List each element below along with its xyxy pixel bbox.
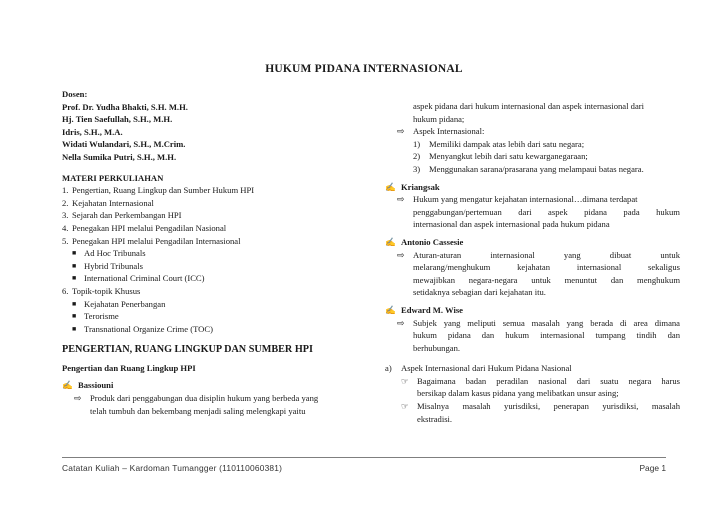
definition-continuation: berhubungan.: [413, 342, 461, 353]
definition-item: ⇨ Subjek yang meliputi semua masalah yang berada di area dimana: [397, 317, 680, 328]
list-item: 3. Sejarah dan Perkembangan HPI: [62, 210, 182, 221]
sub-list-item: ■ Hybrid Tribunals: [72, 260, 143, 271]
sub-list-continuation: bersikap dalam kasus pidana yang melibatkan unsur asing;: [417, 388, 619, 399]
square-bullet-icon: ■: [72, 249, 77, 258]
author-heading: ✍ Antonio Cassesie: [385, 236, 464, 247]
pen-icon: ✍: [385, 236, 396, 247]
definition-continuation: mewajibkan negara-negara untuk menuntut dan menghukum: [413, 274, 680, 285]
list-item: 2. Kejahatan Internasional: [62, 197, 154, 208]
definition-continuation: internasional dan aspek internasional pada hukum pidana: [413, 219, 610, 230]
sub-list-item: ☞ Bagaimana badan peradilan nasional dari suatu negara harus: [401, 375, 680, 386]
lecturer-name: Idris, S.H., M.A.: [62, 126, 123, 137]
sub-list-item: ☞ Misalnya masalah yurisdiksi, penerapan yurisdiksi, masalah: [401, 401, 680, 412]
footer-caption: Catatan Kuliah – Kardoman Tumangger (110110060381): [62, 463, 283, 473]
square-bullet-icon: ■: [72, 324, 77, 333]
right-column: [385, 100, 680, 425]
pen-icon: ✍: [62, 380, 73, 391]
lecturer-name: Prof. Dr. Yudha Bhakti, S.H. M.H.: [62, 101, 188, 112]
left-column: [62, 88, 362, 417]
definition-continuation: hukum pidana dan hukum internasional tumpang tindih dan: [413, 330, 680, 341]
arrow-icon: ⇨: [397, 249, 405, 260]
author-heading: ✍ Bassiouni: [62, 380, 114, 391]
definition-item: ⇨ Produk dari penggabungan dua disiplin hukum yang berbeda yang: [74, 393, 319, 404]
sub-list-item: ■ International Criminal Court (ICC): [72, 273, 205, 284]
arrow-icon: ⇨: [397, 194, 405, 205]
definition-continuation: melarang/menghukum kejahatan internasional sekaligus: [413, 262, 680, 273]
footer-divider: [62, 457, 666, 458]
page-number: Page 1: [639, 463, 666, 473]
lecturer-name: Widati Wulandari, S.H., M.Crim.: [62, 139, 186, 150]
definition-continuation: setidaknya sebagian dari kejahatan itu.: [413, 287, 546, 298]
square-bullet-icon: ■: [72, 312, 77, 321]
sub-list-item: ■ Ad Hoc Tribunals: [72, 248, 146, 259]
sub-list-item: ■ Terorisme: [72, 311, 119, 322]
pen-icon: ✍: [385, 181, 396, 192]
document-title: HUKUM PIDANA INTERNASIONAL: [265, 63, 463, 75]
list-item: 4. Penegakan HPI melalui Pengadilan Nasional: [62, 222, 227, 233]
definition-item: ⇨ Hukum yang mengatur kejahatan internasional…dimana terdapat: [397, 194, 638, 205]
lecturer-name: Hj. Tien Saefullah, S.H., M.H.: [62, 114, 173, 125]
arrow-icon: ⇨: [397, 126, 405, 137]
definition-continuation: telah tumbuh dan bekembang menjadi saling melengkapi yaitu: [90, 405, 306, 416]
list-item: a) Aspek Internasional dari Hukum Pidana Nasional: [385, 363, 572, 374]
sub-list-item: ■ Kejahatan Penerbangan: [72, 298, 166, 309]
author-heading: ✍ Edward M. Wise: [385, 304, 463, 315]
author-heading: ✍ Kriangsak: [385, 181, 440, 192]
lecturer-name: Nella Sumika Putri, S.H., M.H.: [62, 151, 177, 162]
definition-continuation: aspek pidana dari hukum internasional dan aspek internasional dari: [413, 101, 645, 111]
sub-list-item: ■ Transnational Organize Crime (TOC): [72, 323, 213, 334]
list-item: 5. Penegakan HPI melalui Pengadilan Internasional: [62, 235, 241, 246]
arrow-icon: ⇨: [397, 317, 405, 328]
materi-heading: MATERI PERKULIAHAN: [62, 172, 164, 183]
list-item: 3) Menggunakan sarana/prasarana yang melampaui batas negara.: [413, 163, 644, 174]
pen-icon: ✍: [385, 304, 396, 315]
square-bullet-icon: ■: [72, 274, 77, 283]
list-item: 1) Memiliki dampak atas lebih dari satu negara;: [413, 138, 585, 149]
square-bullet-icon: ■: [72, 261, 77, 270]
square-bullet-icon: ■: [72, 299, 77, 308]
definition-continuation: penggabungan/pertemuan dari aspek pidana pada hukum: [413, 206, 680, 217]
sub-list-continuation: ekstradisi.: [417, 413, 453, 424]
list-item: 1. Pengertian, Ruang Lingkup dan Sumber Hukum HPI: [62, 185, 255, 196]
definition-item: ⇨ Aspek Internasional:: [397, 126, 485, 137]
definition-item: ⇨ Aturan-aturan internasional yang dibuat untuk: [397, 249, 680, 260]
arrow-icon: ⇨: [74, 393, 82, 404]
list-item: 6. Topik-topik Khusus: [62, 285, 141, 296]
pointing-hand-icon: ☞: [401, 401, 409, 412]
definition-continuation: hukum pidana;: [413, 113, 465, 124]
section-heading: PENGERTIAN, RUANG LINGKUP DAN SUMBER HPI: [62, 344, 313, 356]
subsection-heading: Pengertian dan Ruang Lingkup HPI: [62, 362, 196, 373]
dosen-label: Dosen:: [62, 89, 88, 99]
pointing-hand-icon: ☞: [401, 375, 409, 386]
list-item: 2) Menyangkut lebih dari satu kewarganegaraan;: [413, 151, 588, 162]
